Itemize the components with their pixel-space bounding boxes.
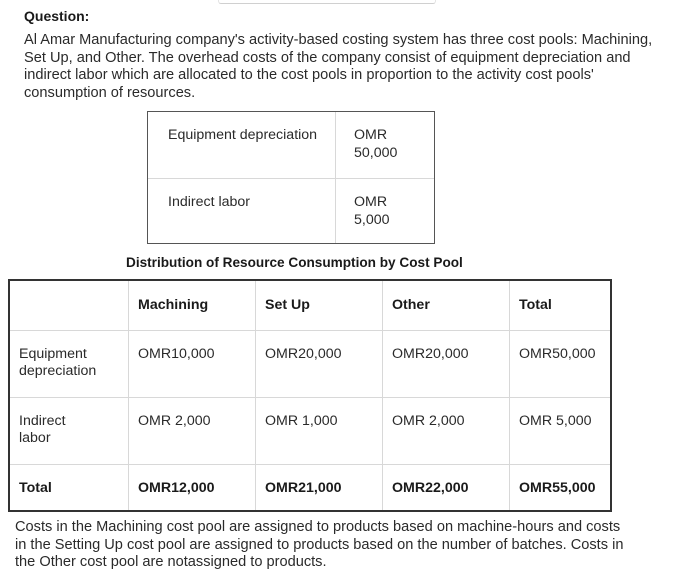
row-divider — [10, 464, 610, 465]
row-label-equipment: Equipment depreciation — [19, 346, 97, 379]
row-divider — [10, 330, 610, 331]
row-label-indirect: Indirect labor — [19, 413, 66, 446]
row-divider — [10, 397, 610, 398]
top-tab-edge — [218, 0, 436, 4]
row-label-total: Total — [19, 480, 52, 496]
cost-currency-equipment: OMR — [354, 127, 388, 143]
question-body: Al Amar Manufacturing company's activity-based costing system has three cost pools: Machining, Set Up, and Other. The overhead costs of the company consist of equipment depreciation and indirect labor which are allocated to the cost pools in proportion to the activity cost pools' consumption of resources. — [24, 32, 653, 101]
cell-indirect-total: OMR 5,000 — [519, 413, 592, 429]
column-divider — [128, 281, 129, 510]
cell-indirect-set-up: OMR 1,000 — [265, 413, 338, 429]
cell-total-machining: OMR12,000 — [138, 480, 215, 496]
row-divider — [148, 178, 434, 179]
cell-equipment-set-up: OMR20,000 — [265, 346, 342, 362]
column-divider — [255, 281, 256, 510]
cell-equipment-other: OMR20,000 — [392, 346, 469, 362]
cost-amount-equipment: 50,000 — [354, 145, 398, 161]
question-label: Question: — [24, 8, 90, 24]
cell-indirect-machining: OMR 2,000 — [138, 413, 211, 429]
cost-label-indirect: Indirect labor — [168, 194, 251, 210]
header-set-up: Set Up — [265, 297, 310, 313]
footer-text: Costs in the Machining cost pool are assigned to products based on machine-hours and costs in the Setting Up cost pool are assigned to products based on the number of batches. Costs in the Other cost pool are notassigned to products. — [15, 519, 624, 570]
cell-indirect-other: OMR 2,000 — [392, 413, 465, 429]
cell-equipment-machining: OMR10,000 — [138, 346, 215, 362]
cell-total-other: OMR22,000 — [392, 480, 469, 496]
cell-total-total: OMR55,000 — [519, 480, 596, 496]
cell-equipment-total: OMR50,000 — [519, 346, 596, 362]
cost-amount-indirect: 5,000 — [354, 212, 390, 228]
header-machining: Machining — [138, 297, 209, 313]
overhead-cost-table — [147, 111, 435, 244]
header-total: Total — [519, 297, 552, 313]
distribution-table — [8, 279, 612, 512]
column-divider — [509, 281, 510, 510]
cell-total-set-up: OMR21,000 — [265, 480, 342, 496]
cost-currency-indirect: OMR — [354, 194, 388, 210]
header-other: Other — [392, 297, 430, 313]
distribution-title: Distribution of Resource Consumption by Cost Pool — [126, 255, 463, 270]
column-divider — [382, 281, 383, 510]
cost-label-equipment: Equipment depreciation — [168, 127, 318, 143]
